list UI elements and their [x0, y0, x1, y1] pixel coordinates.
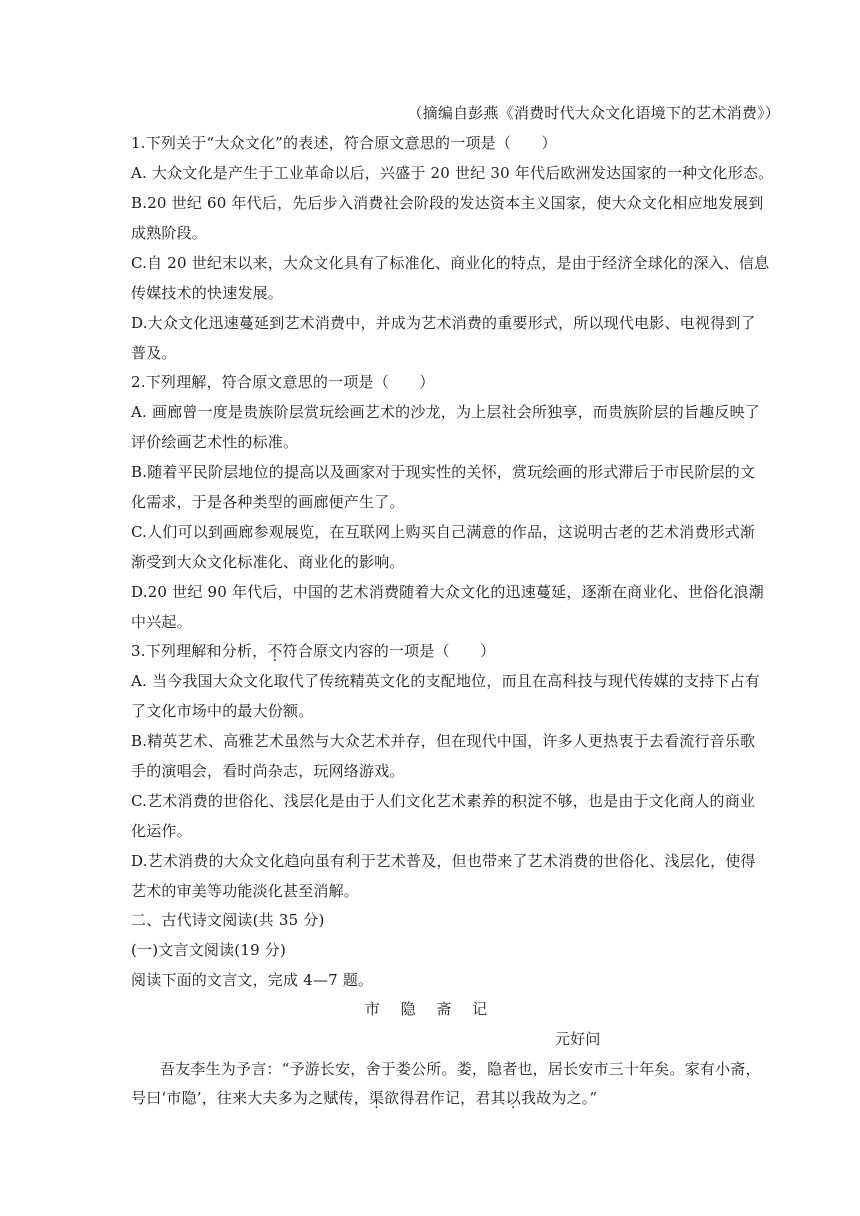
- section-heading: 二、古代诗文阅读(共 35 分): [131, 911, 325, 929]
- passage-author: 元好问: [555, 1030, 601, 1048]
- emphasis-dot-char: 以: [505, 1089, 521, 1107]
- question-2-option-c-cont: 渐受到大众文化标准化、商业化的影响。: [131, 553, 405, 571]
- question-2-option-a: A. 画廊曾一度是贵族阶层赏玩绘画艺术的沙龙，为上层社会所独享，而贵族阶层的旨趣反映了: [131, 403, 760, 421]
- question-1-option-b-cont: 成熟阶段。: [131, 224, 208, 242]
- question-2-stem: 2.下列理解，符合原文意思的一项是（ ）: [131, 373, 435, 391]
- question-3-stem: 3.下列理解和分析，不符合原文内容的一项是（ ）: [131, 642, 496, 660]
- question-1-option-d: D.大众文化迅速蔓延到艺术消费中，并成为艺术消费的重要形式，所以现代电影、电视得到了: [131, 314, 756, 332]
- source-citation: （摘编自彭燕《消费时代大众文化语境下的艺术消费》）: [407, 104, 780, 122]
- passage-title: 市 隐 斋 记: [364, 1000, 496, 1018]
- question-2-option-d: D.20 世纪 90 年代后，中国的艺术消费随着大众文化的迅速蔓延，逐渐在商业化、世俗化浪潮: [131, 583, 764, 601]
- passage-paragraph-line-1: 吾友李生为予言：“予游长安，舍于娄公所。娄，隐者也，居长安市三十年矣。家有小斋，: [160, 1060, 761, 1078]
- question-1-option-a: A. 大众文化是产生于工业革命以后，兴盛于 20 世纪 30 年代后欧洲发达国家的一种文化形态。: [131, 164, 774, 182]
- passage-paragraph-line-2: 号曰‘市隐’，往来大夫多为之赋传，渠欲得君作记，君其以我故为之。”: [131, 1089, 598, 1107]
- subsection-heading: (一)文言文阅读(19 分): [131, 941, 287, 959]
- instruction-text: 阅读下面的文言文，完成 4—7 题。: [131, 971, 374, 989]
- question-2-option-d-cont: 中兴起。: [131, 613, 192, 631]
- question-2-option-b: B.随着平民阶层地位的提高以及画家对于现实性的关怀，赏玩绘画的形式滞后于市民阶层的文: [131, 463, 756, 481]
- question-3-option-a: A. 当今我国大众文化取代了传统精英文化的支配地位，而且在高科技与现代传媒的支持下占有: [131, 672, 760, 690]
- question-2-option-a-cont: 评价绘画艺术性的标准。: [131, 433, 299, 451]
- question-3-option-a-cont: 了文化市场中的最大份额。: [131, 702, 314, 720]
- question-3-option-c: C.艺术消费的世俗化、浅层化是由于人们文化艺术素养的积淀不够，也是由于文化商人的商业: [131, 792, 756, 810]
- question-3-option-b: B.精英艺术、高雅艺术虽然与大众艺术并存，但在现代中国，许多人更热衷于去看流行音乐歌: [131, 732, 756, 750]
- question-2-option-c: C.人们可以到画廊参观展览，在互联网上购买自己满意的作品，这说明古老的艺术消费形式渐: [131, 523, 756, 541]
- question-2-option-b-cont: 化需求，于是各种类型的画廊便产生了。: [131, 493, 405, 511]
- question-1-option-b: B.20 世纪 60 年代后，先后步入消费社会阶段的发达资本主义国家，使大众文化相应地发展到: [131, 194, 764, 212]
- emphasis-dot-char: 渠: [368, 1089, 385, 1107]
- question-3-option-d-cont: 艺术的审美等功能淡化甚至消解。: [131, 882, 360, 900]
- question-1-option-c: C.自 20 世纪末以来，大众文化具有了标准化、商业化的特点，是由于经济全球化的深入、信息: [131, 254, 770, 272]
- question-3-option-d: D.艺术消费的大众文化趋向虽有利于艺术普及，但也带来了艺术消费的世俗化、浅层化，使得: [131, 852, 756, 870]
- question-1-stem: 1.下列关于“大众文化”的表述，符合原文意思的一项是（ ）: [131, 134, 557, 152]
- question-3-option-b-cont: 手的演唱会，看时尚杂志，玩网络游戏。: [131, 762, 405, 780]
- question-3-option-c-cont: 化运作。: [131, 822, 192, 840]
- question-1-option-c-cont: 传媒技术的快速发展。: [131, 284, 284, 302]
- question-1-option-d-cont: 普及。: [131, 344, 177, 362]
- emphasis-dot-char: 不: [267, 642, 283, 660]
